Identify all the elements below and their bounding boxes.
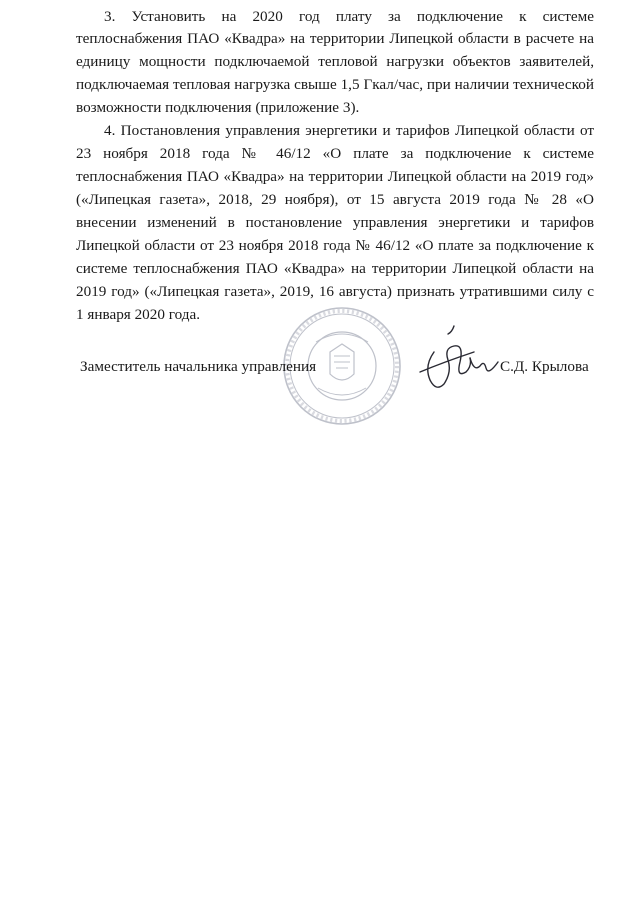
paragraph-line: теплоснабжения ПАО «Квадра» на территории Липецкой области в расчете на xyxy=(76,30,594,47)
paragraph-line: («Липецкая газета», 2018, 29 ноября), от 15 августа 2019 года № 28 «О xyxy=(76,191,594,208)
paragraph-line: единицу мощности подключаемой тепловой нагрузки объектов заявителей, xyxy=(76,53,594,70)
paragraph-line: внесении изменений в постановление управления энергетики и тарифов xyxy=(76,214,594,231)
paragraph-line: 4. Постановления управления энергетики и тарифов Липецкой области от xyxy=(104,122,594,139)
paragraph-line: подключаемая тепловая нагрузка свыше 1,5 Гкал/час, при наличии технической xyxy=(76,76,594,93)
paragraph-line: теплоснабжения ПАО «Квадра» на территории Липецкой области на 2019 год» xyxy=(76,168,594,185)
paragraph-line: 3. Установить на 2020 год плату за подключение к системе xyxy=(104,8,594,25)
paragraph-line: 23 ноября 2018 года № 46/12 «О плате за подключение к системе xyxy=(76,145,594,162)
paragraph-line: возможности подключения (приложение 3). xyxy=(76,99,360,116)
paragraph-line: системе теплоснабжения ПАО «Квадра» на территории Липецкой области на xyxy=(76,260,594,277)
paragraph-line: Липецкой области от 23 ноября 2018 года № 46/12 «О плате за подключение к xyxy=(76,237,594,254)
position-title: Заместитель начальника управления xyxy=(80,358,317,375)
paragraph-line: 1 января 2020 года. xyxy=(76,306,201,323)
handwritten-signature-icon xyxy=(414,322,506,402)
paragraph-line: 2019 год» («Липецкая газета», 2019, 16 августа) признать утратившими силу с xyxy=(76,283,594,300)
signer-name: С.Д. Крылова xyxy=(500,358,589,375)
